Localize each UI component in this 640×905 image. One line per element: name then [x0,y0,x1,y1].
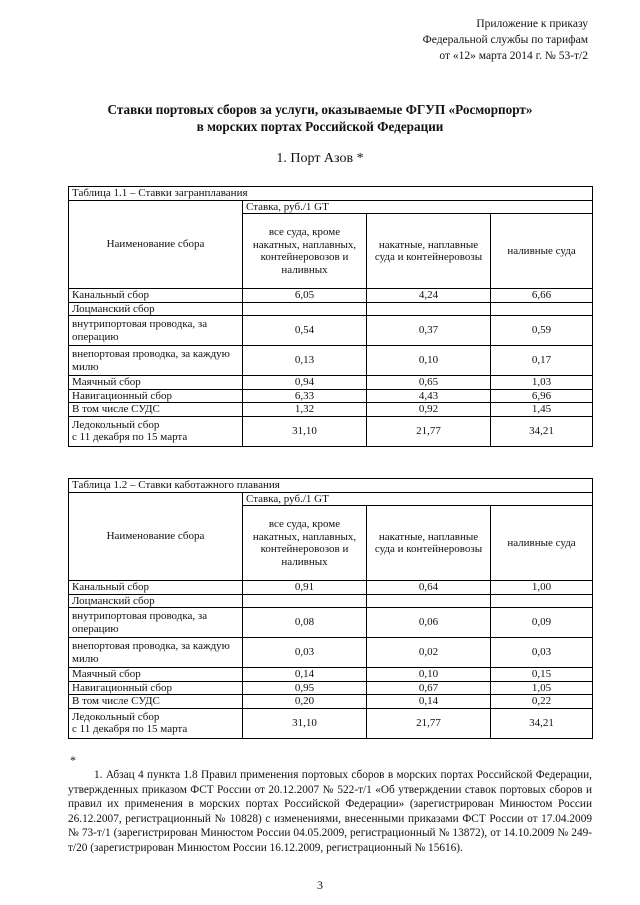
rate-value-cell: 0,65 [367,376,491,390]
rate-value-cell: 0,67 [367,681,491,695]
rate-value-cell: 6,96 [491,389,593,403]
rate-value-cell: 1,00 [491,581,593,595]
rate-value-cell: 0,22 [491,695,593,709]
table-row [69,376,593,390]
name-column-header: Наименование сбора [69,492,243,581]
rate-value-cell: 0,06 [367,608,491,638]
rate-header: Ставка, руб./1 GT [243,492,593,506]
rate-value-cell: 0,20 [243,695,367,709]
rate-value-cell: 4,43 [367,389,491,403]
rate-value-cell [367,302,491,316]
rate-value-cell: 6,33 [243,389,367,403]
footnote-marker: * [70,753,76,767]
table-row [69,581,593,595]
rate-value-cell: 0,03 [491,638,593,668]
appendix-line-1: Приложение к приказу [476,18,588,30]
rate-value-cell: 0,10 [367,346,491,376]
column-header: накатные, наплавные суда и контейнеровозы [367,506,491,581]
table-row [69,389,593,403]
fee-name-cell: В том числе СУДС [69,403,243,417]
appendix-line-2: Федеральной службы по тарифам [422,34,588,46]
table-row [69,416,593,446]
table-row [69,708,593,738]
fee-name-cell: внепортовая проводка, за каждую милю [69,346,243,376]
rate-value-cell [367,594,491,608]
rate-value-cell: 1,03 [491,376,593,390]
column-header: наливные суда [491,214,593,289]
table-row [69,638,593,668]
rate-value-cell: 1,45 [491,403,593,417]
port-heading: 1. Порт Азов * [276,151,364,166]
table-row [69,608,593,638]
rate-value-cell: 0,02 [367,638,491,668]
rate-value-cell: 0,95 [243,681,367,695]
fee-name-cell: внутрипортовая проводка, за операцию [69,316,243,346]
table-caption: Таблица 1.1 – Ставки загранплавания [69,187,593,201]
rate-value-cell: 34,21 [491,416,593,446]
rate-value-cell [491,302,593,316]
fee-name-cell: Канальный сбор [69,581,243,595]
rate-value-cell: 6,05 [243,289,367,303]
fee-name-cell: внутрипортовая проводка, за операцию [69,608,243,638]
table-row [69,302,593,316]
rate-value-cell: 0,64 [367,581,491,595]
fee-name-cell: Лоцманский сбор [69,594,243,608]
fee-name-cell: Навигационный сбор [69,681,243,695]
table-caption: Таблица 1.2 – Ставки каботажного плавания [69,479,593,493]
rate-value-cell: 21,77 [367,416,491,446]
appendix-header [348,16,588,64]
rate-value-cell: 34,21 [491,708,593,738]
footnote-text: 1. Абзац 4 пункта 1.8 Правил применения портовых сборов в морских портах Российской Федерации, утвержденных приказом ФСТ России от 20.12.2007 № 522-т/1 «Об утверждении ставок портовых сборов и правил их применения в морских портах Российской Федерации» (зарегистрирован Минюстом России 26.12.2007, регистрационный № 10828) с изменениями, внесенными приказами ФСТ России от 17.04.2009 № 73-т/1 (зарегистрирован Минюстом России 04.05.2009, регистрационный № 13872), от 14.10.2009 № 249-т/20 (зарегистрирован Минюстом России 16.12.2009, регистрационный № 15616). [68,769,592,854]
fee-name-cell: Ледокольный сбор с 11 декабря по 15 марта [69,416,243,446]
rate-value-cell: 0,08 [243,608,367,638]
fee-name-cell: Маячный сбор [69,668,243,682]
table-cabotage-navigation [68,478,593,739]
rate-value-cell: 0,54 [243,316,367,346]
table-row [69,668,593,682]
rate-value-cell: 0,17 [491,346,593,376]
rate-value-cell: 1,32 [243,403,367,417]
rate-value-cell [243,302,367,316]
table-row [69,695,593,709]
table-row [69,289,593,303]
rate-value-cell: 0,15 [491,668,593,682]
rate-value-cell: 4,24 [367,289,491,303]
rate-value-cell: 0,37 [367,316,491,346]
title-line-1: Ставки портовых сборов за услуги, оказываемые ФГУП «Росморпорт» [107,102,533,117]
fee-name-cell: внепортовая проводка, за каждую милю [69,638,243,668]
rate-value-cell [243,594,367,608]
rate-value-cell: 1,05 [491,681,593,695]
table-foreign-navigation [68,186,593,447]
rate-value-cell: 31,10 [243,708,367,738]
table-row [69,681,593,695]
footnote-paragraph [68,768,592,855]
table-row [69,316,593,346]
rate-value-cell: 0,92 [367,403,491,417]
title-line-2: в морских портах Российской Федерации [196,119,444,134]
fee-name-cell: Лоцманский сбор [69,302,243,316]
name-column-header: Наименование сбора [69,200,243,289]
rate-value-cell: 0,09 [491,608,593,638]
table-row [69,403,593,417]
rate-value-cell: 31,10 [243,416,367,446]
rate-value-cell: 0,03 [243,638,367,668]
rate-value-cell: 0,10 [367,668,491,682]
rate-value-cell: 0,14 [367,695,491,709]
rate-value-cell: 21,77 [367,708,491,738]
rate-value-cell: 0,91 [243,581,367,595]
column-header: накатные, наплавные суда и контейнеровозы [367,214,491,289]
page-number: 3 [317,878,323,892]
document-title [0,101,640,135]
rate-value-cell: 0,94 [243,376,367,390]
column-header: все суда, кроме накатных, наплавных, контейнеровозов и наливных [243,506,367,581]
rate-value-cell: 0,14 [243,668,367,682]
fee-name-cell: Ледокольный сбор с 11 декабря по 15 марта [69,708,243,738]
table-row [69,594,593,608]
rate-value-cell: 0,13 [243,346,367,376]
fee-name-cell: В том числе СУДС [69,695,243,709]
rate-value-cell: 6,66 [491,289,593,303]
rate-value-cell: 0,59 [491,316,593,346]
fee-name-cell: Маячный сбор [69,376,243,390]
column-header: наливные суда [491,506,593,581]
fee-name-cell: Навигационный сбор [69,389,243,403]
rate-header: Ставка, руб./1 GT [243,200,593,214]
column-header: все суда, кроме накатных, наплавных, контейнеровозов и наливных [243,214,367,289]
rate-value-cell [491,594,593,608]
table-row [69,346,593,376]
appendix-line-3: от «12» марта 2014 г. № 53-т/2 [439,50,588,62]
fee-name-cell: Канальный сбор [69,289,243,303]
